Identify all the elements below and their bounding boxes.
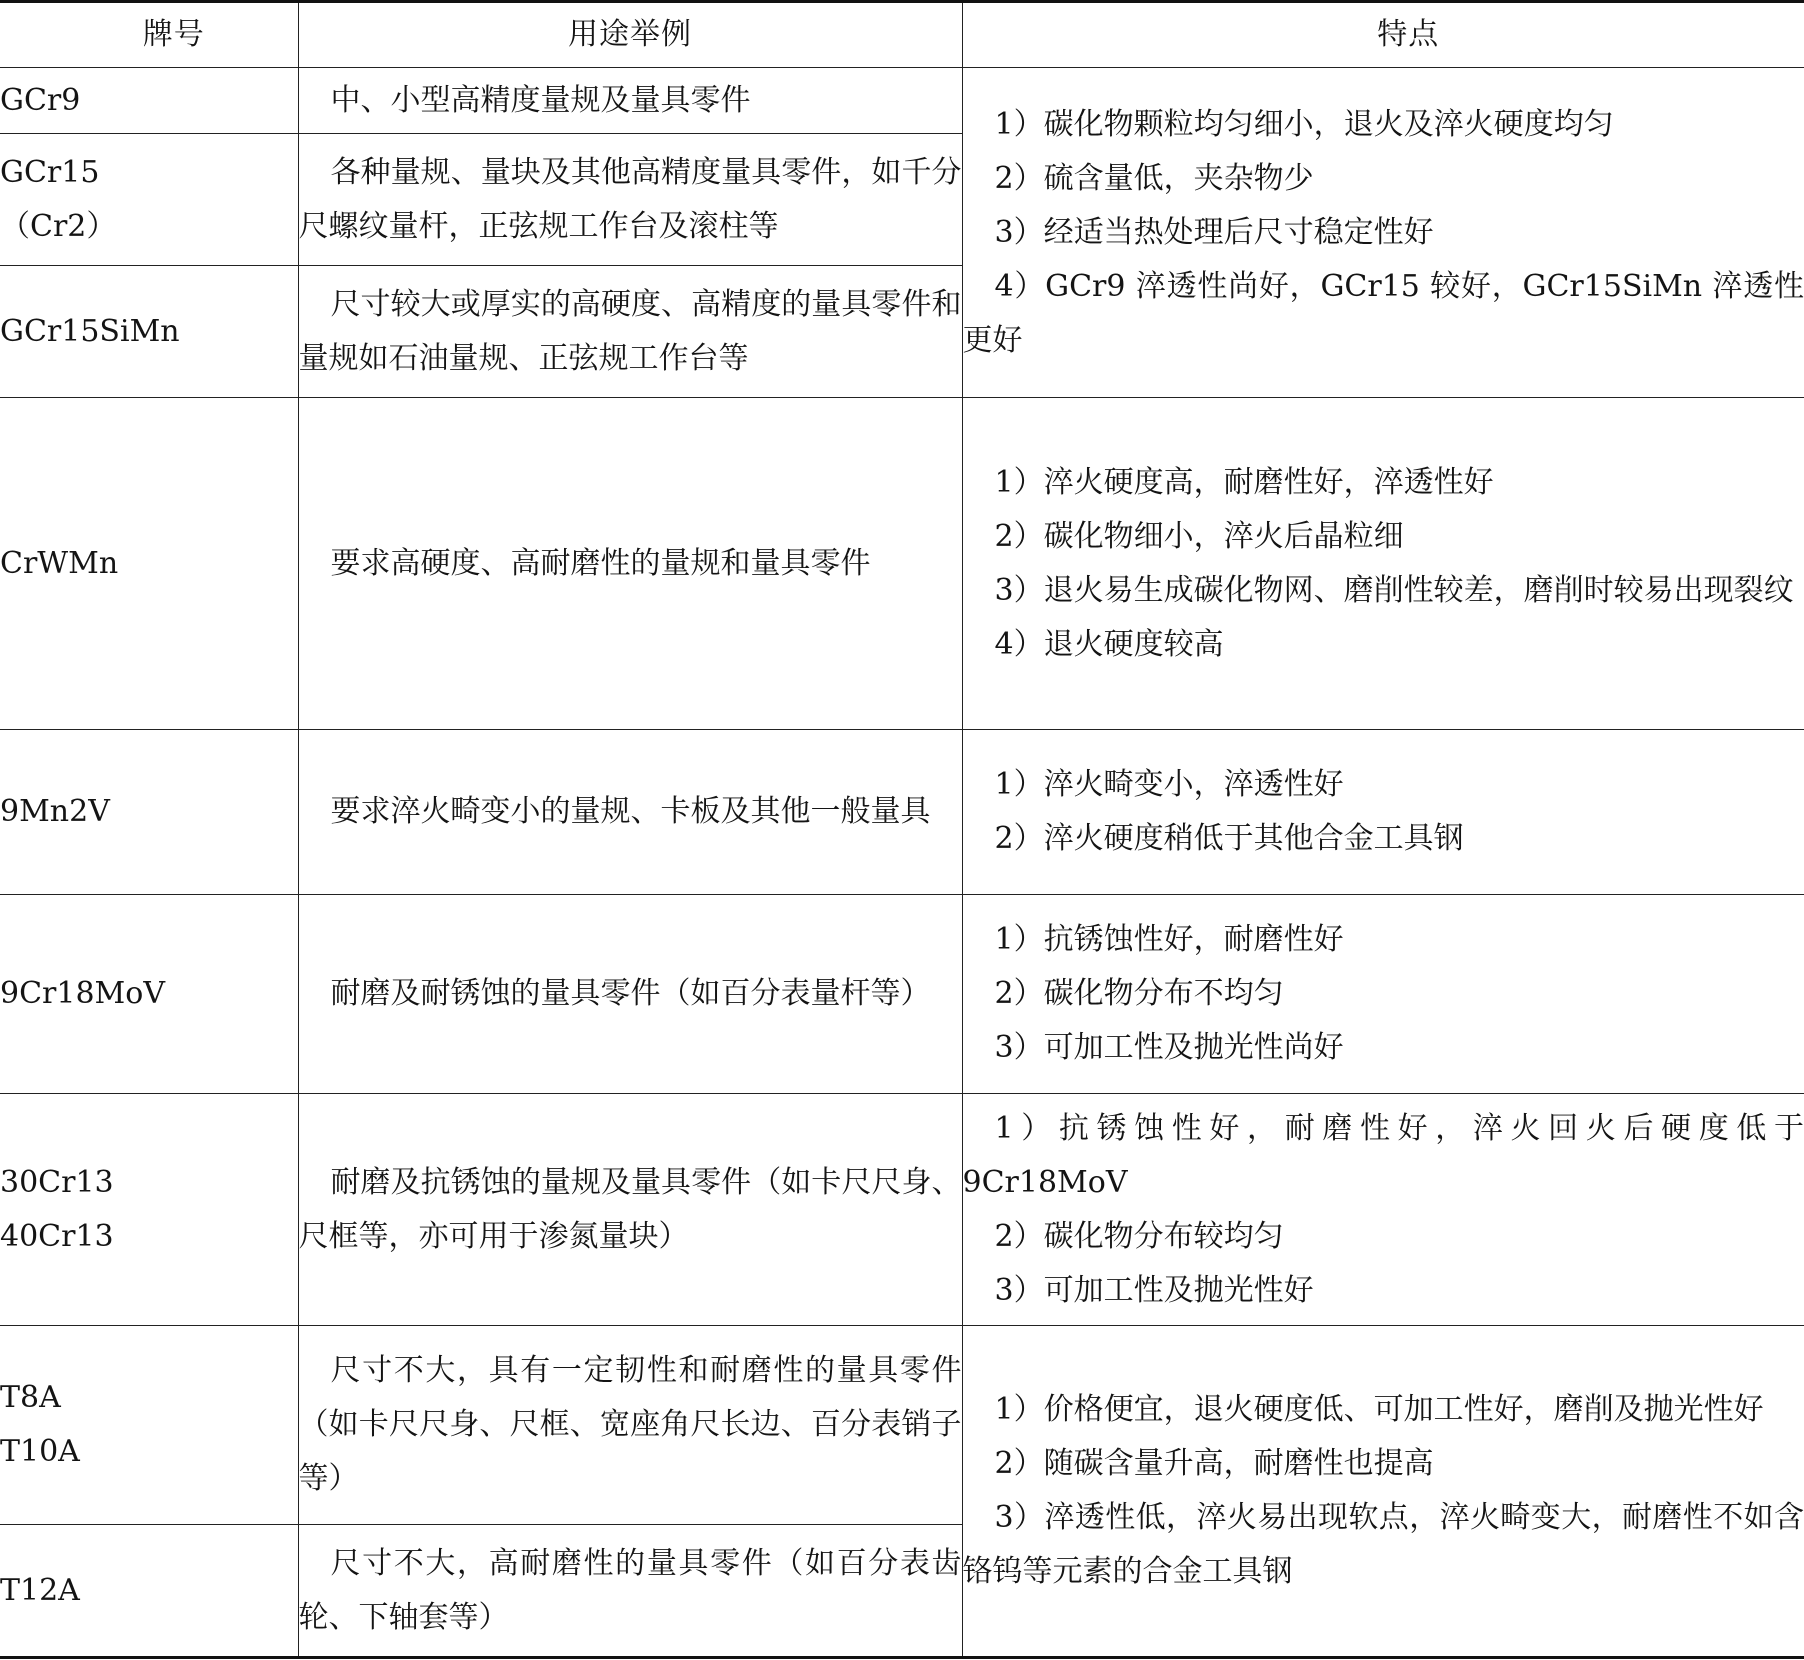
- grade-name: GCr9: [0, 82, 81, 118]
- grade-name: 30Cr13: [0, 1164, 114, 1200]
- usage-cell: 耐磨及耐锈蚀的量具零件（如百分表量杆等）: [298, 895, 962, 1094]
- grade-cell: [0, 266, 298, 398]
- grade-name: GCr15: [0, 154, 100, 190]
- feature-item: 2）随碳含量升高，耐磨性也提高: [994, 1446, 1434, 1481]
- usage-cell: 要求高硬度、高耐磨性的量规和量具零件: [298, 398, 962, 730]
- grade-cell: [0, 398, 298, 730]
- feature-item: 2）碳化物分布不均匀: [994, 976, 1284, 1011]
- grade-cell: [0, 1094, 298, 1326]
- table-row: [0, 68, 1804, 134]
- grade-name: T12A: [0, 1572, 80, 1608]
- feature-item: 1）碳化物颗粒均匀细小，退火及淬火硬度均匀: [994, 106, 1614, 142]
- feature-item: 1）抗锈蚀性好，耐磨性好，淬火回火后硬度低于9Cr18MoV: [962, 1110, 1804, 1200]
- table-row: [0, 398, 1804, 730]
- feature-item: 3）淬透性低，淬火易出现软点，淬火畸变大，耐磨性不如含铬钨等元素的合金工具钢: [962, 1500, 1804, 1589]
- header-grade: 牌号: [0, 2, 298, 68]
- features-cell: [962, 1094, 1804, 1326]
- usage-cell: 各种量规、量块及其他高精度量具零件，如千分尺螺纹量杆，正弦规工作台及滚柱等: [298, 134, 962, 266]
- grade-cell: [0, 68, 298, 134]
- usage-cell: 中、小型高精度量规及量具零件: [298, 68, 962, 134]
- features-cell: [962, 398, 1804, 730]
- table-row: [0, 1326, 1804, 1525]
- feature-item: 3）退火易生成碳化物网、磨削性较差，磨削时较易出现裂纹: [994, 572, 1794, 608]
- feature-item: 3）可加工性及抛光性尚好: [994, 1030, 1344, 1065]
- feature-item: 1）淬火硬度高，耐磨性好，淬透性好: [994, 464, 1494, 500]
- header-features: 特点: [962, 2, 1804, 68]
- usage-cell: 尺寸较大或厚实的高硬度、高精度的量具零件和量规如石油量规、正弦规工作台等: [298, 266, 962, 398]
- grade-name: 9Cr18MoV: [0, 976, 165, 1011]
- grade-name: T8A: [0, 1380, 61, 1415]
- feature-item: 1）抗锈蚀性好，耐磨性好: [994, 922, 1344, 957]
- grade-name: GCr15SiMn: [0, 313, 180, 349]
- grade-name: 9Mn2V: [0, 794, 110, 829]
- feature-item: 2）碳化物分布较均匀: [994, 1218, 1284, 1254]
- grade-cell: [0, 134, 298, 266]
- usage-cell: 要求淬火畸变小的量规、卡板及其他一般量具: [298, 730, 962, 895]
- feature-item: 2）硫含量低，夹杂物少: [994, 160, 1314, 196]
- feature-item: 3）可加工性及抛光性好: [994, 1272, 1314, 1308]
- features-cell: [962, 895, 1804, 1094]
- feature-item: 3）经适当热处理后尺寸稳定性好: [994, 214, 1434, 250]
- grade-name: CrWMn: [0, 545, 119, 581]
- feature-item: 4）GCr9 淬透性尚好，GCr15 较好，GCr15SiMn 淬透性更好: [962, 268, 1804, 358]
- grade-name: （Cr2）: [0, 208, 117, 244]
- features-cell: [962, 730, 1804, 895]
- usage-cell: 耐磨及抗锈蚀的量规及量具零件（如卡尺尺身、尺框等，亦可用于渗氮量块）: [298, 1094, 962, 1326]
- usage-cell: 尺寸不大，高耐磨性的量具零件（如百分表齿轮、下轴套等）: [298, 1525, 962, 1658]
- header-row: [0, 2, 1804, 68]
- grade-name: 40Cr13: [0, 1218, 114, 1254]
- header-usage: 用途举例: [298, 2, 962, 68]
- features-cell: [962, 68, 1804, 398]
- table-row: [0, 730, 1804, 895]
- grade-cell: [0, 895, 298, 1094]
- grade-cell: [0, 730, 298, 895]
- grade-cell: [0, 1525, 298, 1658]
- grade-name: T10A: [0, 1434, 80, 1469]
- features-cell: [962, 1326, 1804, 1658]
- table-row: [0, 895, 1804, 1094]
- feature-item: 2）碳化物细小，淬火后晶粒细: [994, 518, 1404, 554]
- usage-cell: 尺寸不大，具有一定韧性和耐磨性的量具零件（如卡尺尺身、尺框、宽座角尺长边、百分表销子等）: [298, 1326, 962, 1525]
- feature-item: 4）退火硬度较高: [994, 626, 1224, 662]
- feature-item: 2）淬火硬度稍低于其他合金工具钢: [994, 821, 1464, 856]
- grade-cell: [0, 1326, 298, 1525]
- table-row: [0, 1094, 1804, 1326]
- feature-item: 1）淬火畸变小，淬透性好: [994, 767, 1344, 802]
- feature-item: 1）价格便宜，退火硬度低、可加工性好，磨削及抛光性好: [994, 1392, 1764, 1427]
